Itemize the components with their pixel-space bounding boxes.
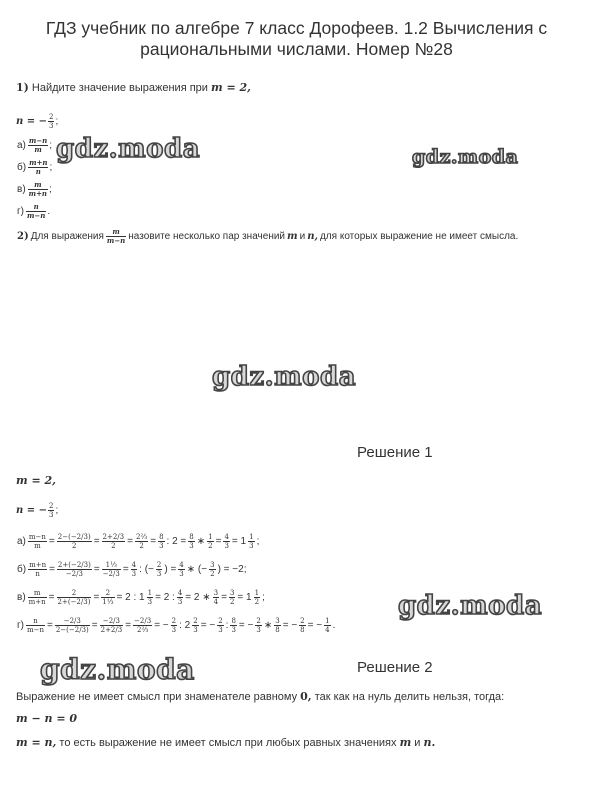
solution-2-conclusion [16,736,435,749]
task-item-end: ; [49,161,53,173]
solution-fraction: $\frac{4}{3}$ [224,532,229,550]
solution-operator: = [48,591,55,603]
solution-1-line [16,555,336,583]
solution-operator: = [93,591,100,603]
watermark-logo: gdz.moda [212,362,357,392]
solution-fraction: $\frac{2}{\text{1⅓}}$ [102,588,114,606]
task-2-var-n: n, [307,231,318,242]
task-1-items [16,134,52,222]
solution-fraction: $\frac{3}{2}$ [210,560,215,578]
task-item [16,134,52,156]
solution-fraction: $\frac{1}{3}$ [249,532,254,550]
task-2-and: и [299,231,306,242]
solution-fraction: $\frac{m}{m+n}$ [28,588,46,606]
task-item [16,156,52,178]
solution-operator: = 1 [237,591,252,603]
solution-operator: = [93,563,100,575]
task-item-fraction: $\frac{m+n}{n}$ [29,157,48,176]
solution-operator: : 2 [179,619,191,631]
n-condition-lhs: n = − [16,116,47,127]
n-condition-fraction: $\frac{2}{3}$ [49,113,54,130]
solution-operator: = − [200,619,216,631]
solution-fraction: $\frac{2-(-2/3)}{2}$ [57,532,91,550]
solution-line-label: а) [17,535,26,547]
solution-fraction: $\frac{-2/3}{\text{2⅔}}$ [134,616,152,634]
solution-fraction: $\frac{1}{2}$ [208,532,213,550]
solution-fraction: $\frac{2+2/3}{2}$ [102,532,125,550]
solution-operator: = [221,591,227,603]
solution-fraction: $\frac{m+n}{n}$ [29,560,47,578]
solution-fraction: $\frac{2+(-2/3)}{-2/3}$ [57,560,91,578]
solution-operator: = − [154,619,169,631]
watermark-logo: gdz.moda [398,591,543,621]
solution-fraction: $\frac{2}{3}$ [256,616,261,634]
solution-operator: : 2 = [166,535,187,547]
solution-2-text [16,690,504,703]
solution-fraction: $\frac{4}{3}$ [177,588,183,606]
solution-fraction: $\frac{-2/3}{2-(-2/3)}$ [55,616,89,634]
solution-2-equation: m − n = 0 [16,712,78,725]
solution-operator: = [215,535,222,547]
solution-operator: ; [256,535,260,547]
solution-fraction: $\frac{3}{2}$ [229,588,235,606]
solution-fraction: $\frac{\text{1⅓}}{-2/3}$ [102,560,120,578]
task-2-fraction: $\frac{m}{m-n}$ [106,227,126,245]
watermark-logo: gdz.moda [56,134,201,164]
task-item-end: ; [49,183,52,195]
task-n-condition: n = − $\frac{2}{3}$ ; [16,113,59,130]
solution-operator: = [122,563,129,575]
solution-1-n-lhs: n = − [16,505,47,516]
solution-operator: ; [262,591,265,603]
solution-fraction: $\frac{4}{3}$ [179,560,184,578]
solution-1-lines [16,527,336,639]
solution-line-label: в) [17,591,26,603]
solution-operator: = [49,563,55,575]
solution-fraction: $\frac{1}{4}$ [325,616,330,634]
solution-fraction: $\frac{8}{3}$ [231,616,236,634]
solution-operator: = 2 ∗ [185,591,211,603]
solution-fraction: $\frac{8}{3}$ [189,532,194,550]
task-1-condition: m = 2, [211,81,251,94]
solution-1-m-line: m = 2, [16,474,56,487]
solution-2-zero: 0, [300,690,312,703]
solution-1-line [16,527,336,555]
solution-2-var-n: n. [423,736,436,749]
task-item-label: г) [17,205,24,217]
solution-fraction: $\frac{4}{3}$ [131,560,137,578]
solution-operator: = [125,619,132,631]
solution-operator: = [48,535,55,547]
solution-2-conclusion-text: то есть выражение не имеет смысл при любых равных значениях [59,737,397,749]
solution-operator: ) = [164,563,177,575]
solution-operator: = [93,535,100,547]
title-line-1: ГДЗ учебник по алгебре 7 класс Дорофеев. 1.2 Вычисления с [45,18,548,38]
solution-operator: = − [282,619,298,631]
solution-fraction: $\frac{2}{3}$ [171,616,177,634]
solution-operator: . [332,619,336,631]
solution-operator: ∗ [196,535,206,547]
solution-2-heading: Решение 2 [357,659,433,676]
solution-operator: ) = −2; [217,563,247,575]
task-2-text-c: для которых выражение не имеет смысла. [319,231,519,242]
task-2-var-m: m [287,231,298,242]
solution-operator: = [150,535,157,547]
solution-fraction: $\frac{2}{8}$ [300,616,305,634]
solution-fraction: $\frac{2}{3}$ [193,616,198,634]
solution-operator: = [91,619,98,631]
page-title [0,18,593,60]
solution-operator: = − [238,619,254,631]
solution-1-heading: Решение 1 [357,444,433,461]
task-2-text-a: Для выражения [30,231,104,242]
solution-operator: ∗ (− [186,563,208,575]
task-item-fraction: $\frac{m-n}{m}$ [28,135,48,154]
solution-operator: = [47,619,53,631]
task-2-text-b: назовите несколько пар значений [128,231,286,242]
solution-1-line [16,611,336,639]
solution-1-n-fraction: $\frac{2}{3}$ [49,502,54,519]
solution-operator: = − [307,619,323,631]
task-1-text: Найдите значение выражения при [31,82,208,94]
solution-line-label: г) [17,619,24,631]
solution-2-conclusion-eq: m = n, [16,736,57,749]
task-item-fraction: $\frac{n}{m-n}$ [26,201,46,220]
solution-fraction: $\frac{-2/3}{2+2/3}$ [100,616,123,634]
solution-2-var-m: m [399,736,412,749]
task-item-end: ; [49,139,53,151]
task-item-end: . [47,205,51,217]
task-item-label: в) [17,183,26,195]
task-item [16,200,52,222]
solution-1-n-line: n = − $\frac{2}{3}$ ; [16,502,59,519]
solution-fraction: $\frac{2}{3}$ [156,560,162,578]
solution-operator: = 1 [231,535,247,547]
solution-fraction: $\frac{1}{2}$ [254,588,260,606]
solution-operator: : (− [139,563,154,575]
task-item-label: б) [17,161,27,173]
solution-operator: = 2 : 1 [116,591,145,603]
task-item [16,178,52,200]
solution-line-label: б) [17,563,27,575]
task-1-statement [16,81,251,94]
solution-2-and: и [414,737,421,749]
task-item-fraction: $\frac{m}{m+n}$ [28,179,48,198]
solution-operator: = 2 : [155,591,175,603]
watermark-logo: gdz.moda [40,653,195,686]
solution-fraction: $\frac{3}{4}$ [213,588,219,606]
solution-operator: ∗ [263,619,273,631]
solution-fraction: $\frac{8}{3}$ [159,532,164,550]
solution-fraction: $\frac{3}{8}$ [275,616,280,634]
task-item-label: а) [17,139,26,151]
solution-2-text-1: Выражение не имеет смысл при знаменателе равному [16,691,298,703]
watermark-logo: gdz.moda [412,146,519,168]
solution-2-text-2: так как на нуль делить нельзя, тогда: [314,691,505,703]
solution-fraction: $\frac{m-n}{m}$ [28,532,46,550]
solution-fraction: $\frac{n}{m-n}$ [26,616,44,634]
solution-operator: : [225,619,229,631]
task-2-statement [16,228,519,245]
solution-fraction: $\frac{2}{2+(-2/3)}$ [57,588,91,606]
title-line-2: рациональными числами. Номер №28 [140,39,453,59]
task-2-number: 2) [17,231,29,242]
solution-fraction: $\frac{2}{3}$ [218,616,223,634]
solution-fraction: $\frac{\text{2⅔}}{2}$ [135,532,148,550]
task-1-number: 1) [16,81,29,94]
solution-fraction: $\frac{1}{3}$ [147,588,153,606]
solution-1-line [16,583,336,611]
solution-operator: = [127,535,133,547]
